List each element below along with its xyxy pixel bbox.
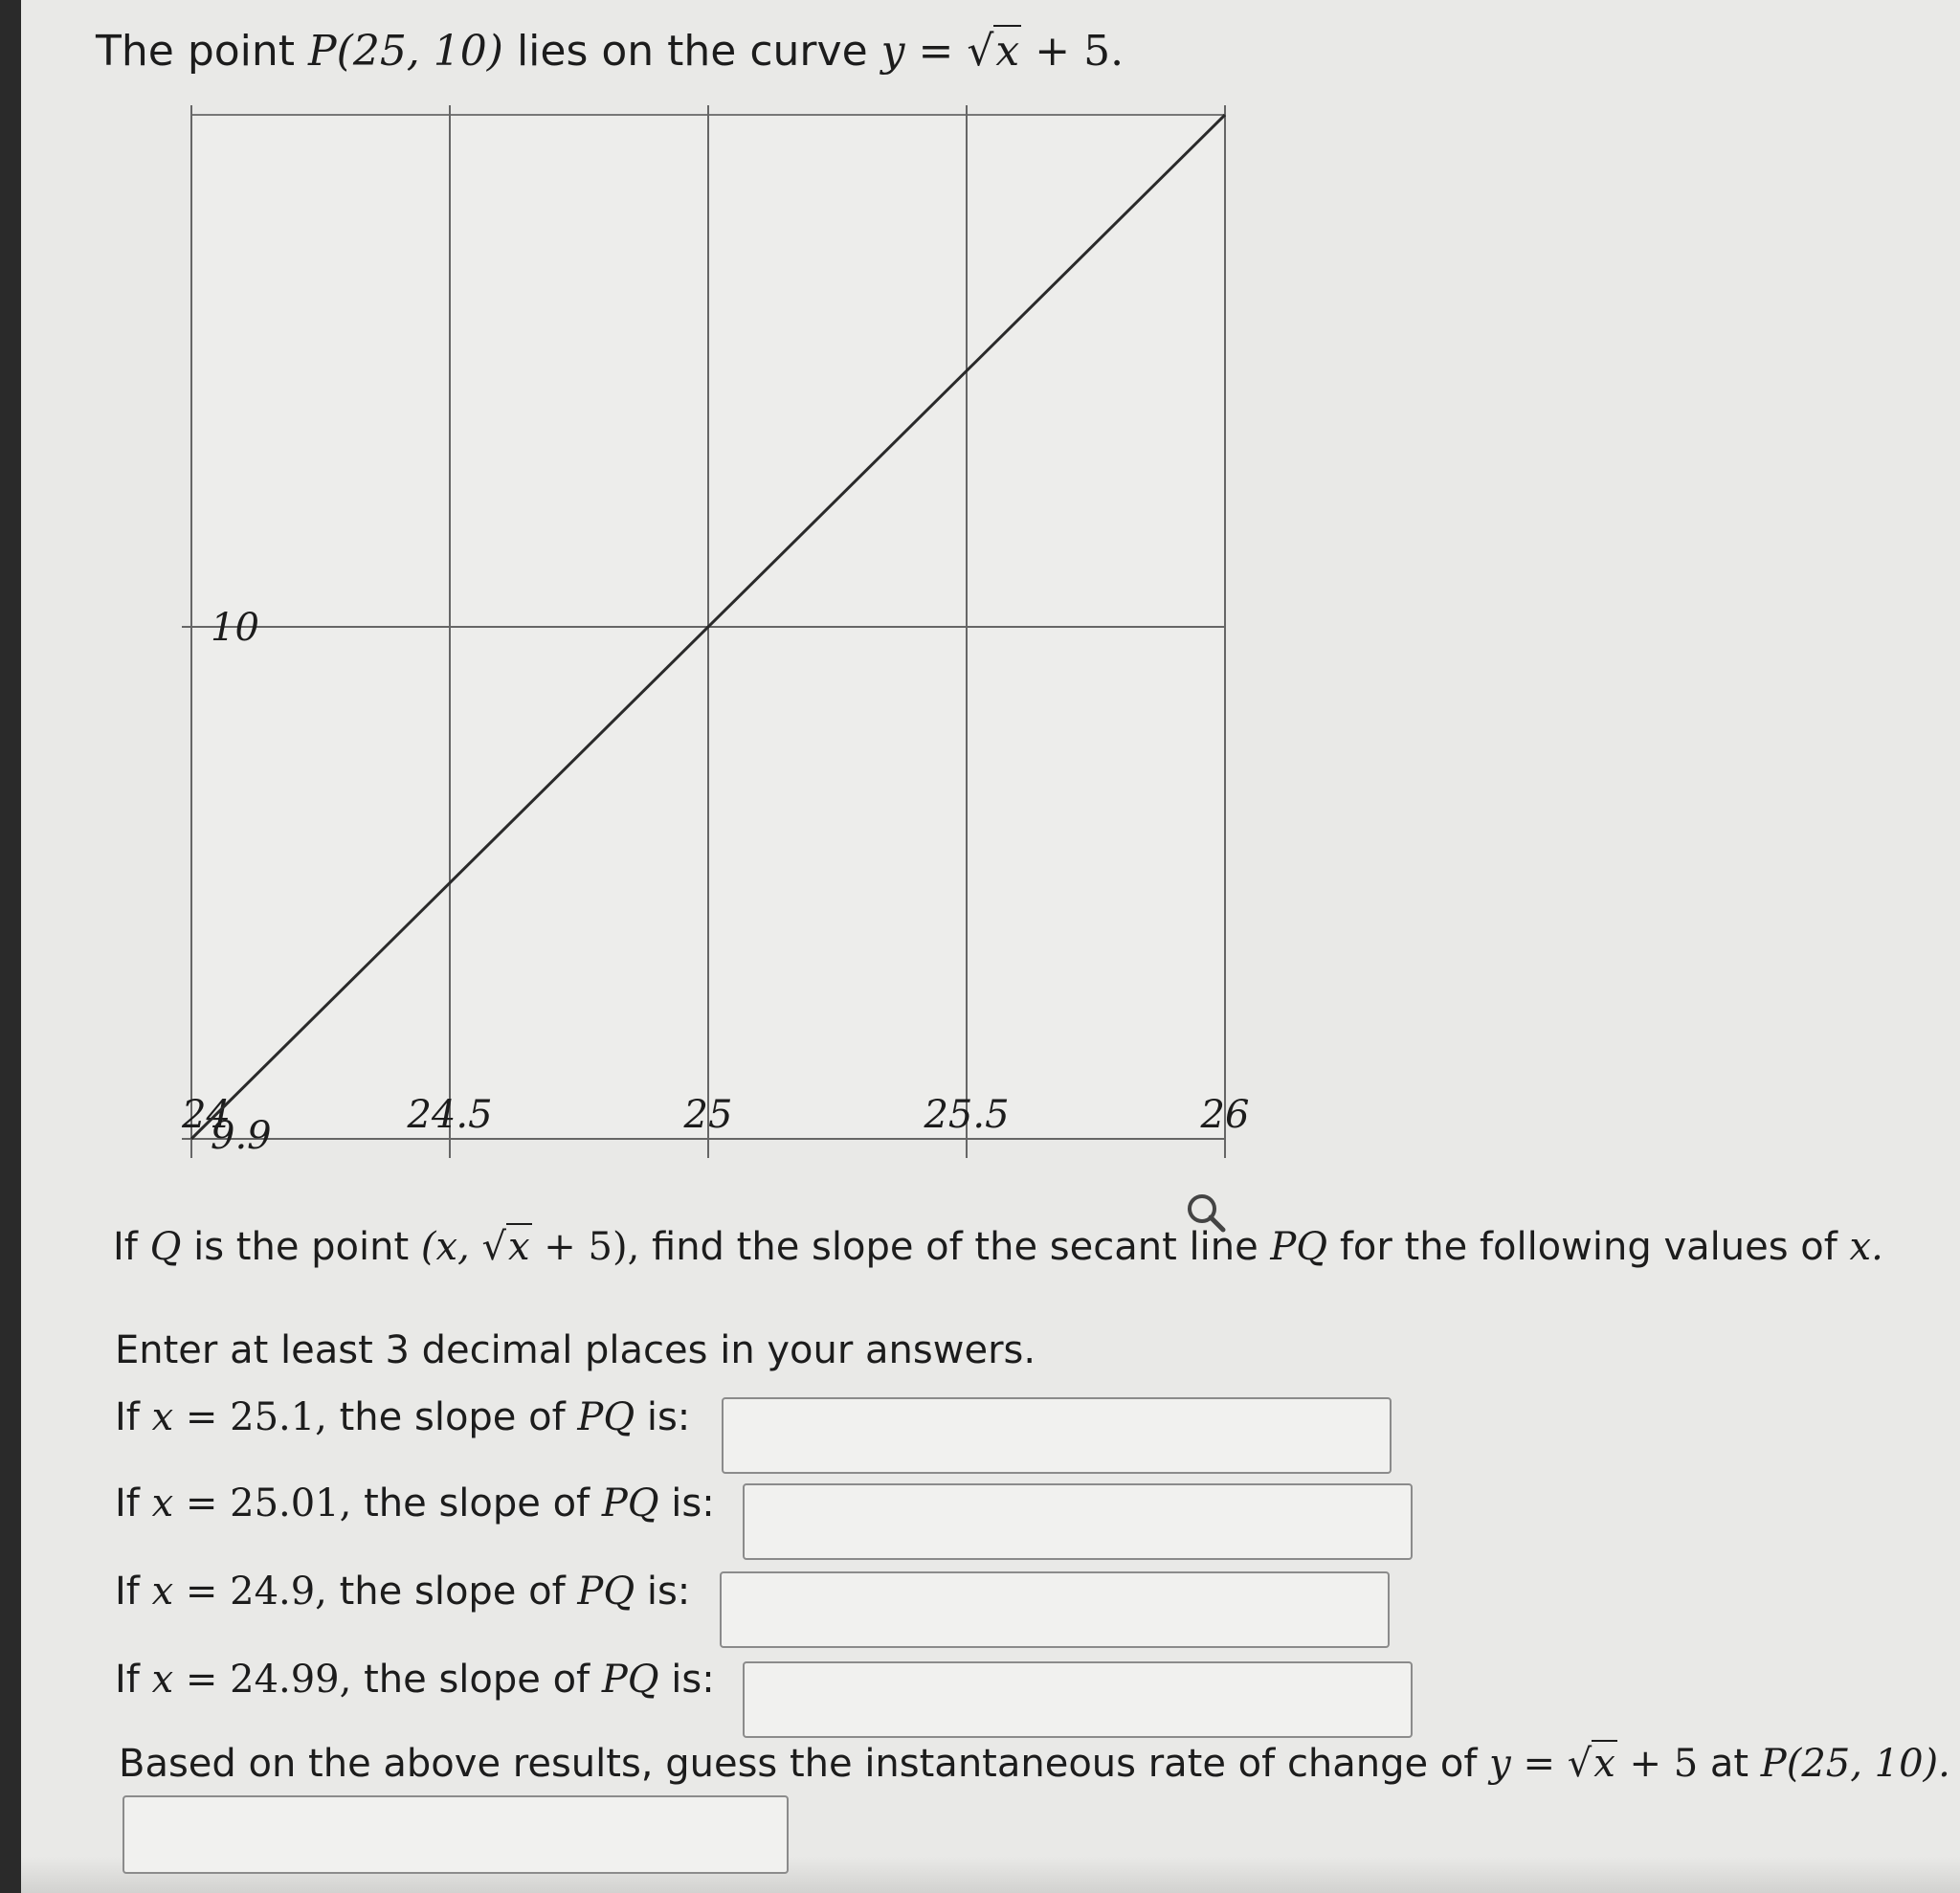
row-variable: x [151, 1658, 174, 1702]
row-prefix: If [115, 1395, 140, 1439]
y-tick-label: 9.9 [211, 1114, 272, 1158]
question-end: for the following values of [1339, 1225, 1838, 1269]
q-radicand: x [508, 1225, 530, 1269]
final-rhs: + 5 [1629, 1742, 1699, 1786]
line-pq: PQ [1270, 1225, 1328, 1269]
y-tick-label: 10 [211, 606, 259, 650]
row-suffix: is: [671, 1481, 715, 1526]
left-bezel [0, 0, 21, 1893]
row-prefix: If [115, 1570, 140, 1614]
row-mid: the slope of [364, 1481, 590, 1526]
row-pq: PQ [577, 1570, 635, 1614]
point-p: P(25, 10) [308, 27, 503, 76]
x-tick-label: 24.5 [407, 1093, 493, 1137]
row-mid: the slope of [364, 1658, 590, 1702]
row-value: = 25.1, [185, 1395, 327, 1439]
title-mid: lies on the curve [516, 27, 868, 76]
row-pq: PQ [577, 1395, 635, 1439]
slope-row-4 [115, 1658, 715, 1702]
x-tick-label: 26 [1200, 1093, 1250, 1137]
x-tick-label: 24 [182, 1093, 231, 1137]
instruction-text: Enter at least 3 decimal places in your answers. [115, 1328, 1036, 1372]
final-question [119, 1742, 1950, 1786]
slope-input-4[interactable] [743, 1661, 1413, 1738]
variable-x: x. [1849, 1225, 1883, 1269]
problem-statement [96, 27, 1124, 76]
row-mid: the slope of [339, 1570, 566, 1614]
row-prefix: If [115, 1658, 140, 1702]
q-coord-open: (x, [420, 1225, 470, 1269]
sqrt-symbol: √ [967, 27, 994, 76]
sqrt-symbol: √ [481, 1225, 506, 1269]
question-mid: is the point [193, 1225, 410, 1269]
slope-input-2[interactable] [743, 1483, 1413, 1560]
row-value: = 25.01, [185, 1481, 352, 1526]
question-text [113, 1225, 1883, 1269]
equation-rhs: + 5. [1035, 27, 1125, 76]
secant-graph [144, 96, 1254, 1196]
question-prefix: If [113, 1225, 138, 1269]
title-prefix: The point [96, 27, 296, 76]
row-prefix: If [115, 1481, 140, 1526]
slope-input-1[interactable] [722, 1397, 1392, 1474]
equation-radicand: x [995, 27, 1020, 76]
equation-lhs: y = [880, 27, 954, 76]
final-lhs: y = [1489, 1742, 1555, 1786]
question-rest: find the slope of the secant line [652, 1225, 1258, 1269]
sqrt-symbol: √ [1567, 1742, 1592, 1786]
row-suffix: is: [646, 1570, 691, 1614]
row-variable: x [151, 1570, 174, 1614]
row-value: = 24.9, [185, 1570, 327, 1614]
point-q: Q [149, 1225, 182, 1269]
slope-row-2 [115, 1481, 715, 1526]
slope-input-3[interactable] [720, 1571, 1390, 1648]
final-radicand: x [1593, 1742, 1615, 1786]
row-variable: x [151, 1395, 174, 1439]
slope-row-3 [115, 1570, 690, 1614]
row-variable: x [151, 1481, 174, 1526]
x-tick-label: 25 [683, 1093, 733, 1137]
row-pq: PQ [601, 1481, 659, 1526]
final-at: at [1709, 1742, 1749, 1786]
row-suffix: is: [671, 1658, 715, 1702]
row-value: = 24.99, [185, 1658, 352, 1702]
slope-row-1 [115, 1395, 690, 1439]
row-mid: the slope of [339, 1395, 566, 1439]
q-coord-close: + 5), [544, 1225, 640, 1269]
final-prefix: Based on the above results, guess the instantaneous rate of change of [119, 1742, 1478, 1786]
x-tick-label: 25.5 [924, 1093, 1010, 1137]
row-pq: PQ [601, 1658, 659, 1702]
row-suffix: is: [646, 1395, 691, 1439]
rate-of-change-input[interactable] [122, 1795, 789, 1874]
final-point: P(25, 10). [1760, 1742, 1950, 1786]
